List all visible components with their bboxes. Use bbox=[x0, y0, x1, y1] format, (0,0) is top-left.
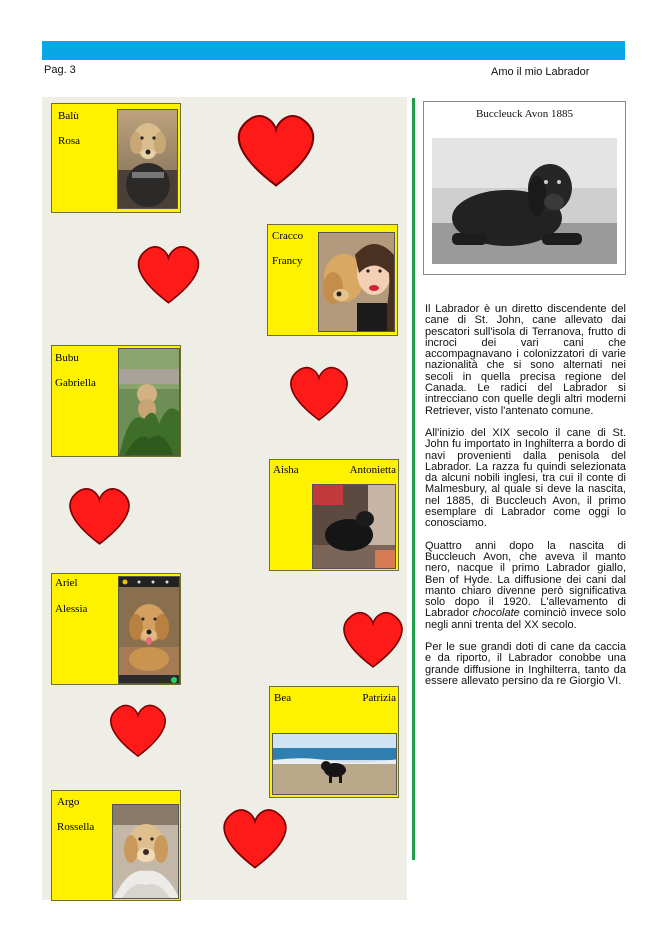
dog-name: Balù bbox=[58, 110, 79, 122]
dog-name: Cracco bbox=[272, 230, 304, 242]
page-number: Pag. 3 bbox=[44, 64, 76, 76]
heart-icon bbox=[108, 698, 168, 764]
owner-name: Alessia bbox=[55, 603, 88, 615]
heart-icon bbox=[132, 242, 205, 308]
dog-photo bbox=[112, 804, 179, 899]
owner-name: Gabriella bbox=[55, 377, 96, 389]
historic-photo-frame bbox=[423, 101, 626, 275]
dog-card-bea bbox=[269, 686, 399, 798]
heart-icon bbox=[235, 108, 317, 194]
dog-name: Bea bbox=[274, 692, 292, 704]
heart-icon bbox=[288, 363, 350, 425]
heart-icon bbox=[67, 480, 132, 553]
column-divider bbox=[412, 98, 415, 860]
owner-name: Rossella bbox=[57, 821, 95, 833]
dog-name: Ariel bbox=[55, 577, 78, 589]
article-text bbox=[425, 304, 626, 698]
dog-name: Argo bbox=[57, 796, 80, 808]
article-text-span: Quattro anni dopo la nascita di Buccleuch Avon, che aveva il manto nero, nacque il primo Labrador giallo, Ben of Hyde. La diffusione dei cani dal manto chiaro divenne però significativa solo dopo il 1920. L'allevamento di Labrador bbox=[425, 539, 626, 620]
dog-card-cracco bbox=[267, 224, 398, 336]
dog-card-bubu bbox=[51, 345, 181, 457]
article-paragraph: All'inizio del XIX secolo il cane di St. John fu importato in Inghilterra a bordo di navi provenienti dalla penisola del Labrador. La razza fu quindi selezionata da alcuni nobili inglesi, tra cui il conte di Malmesbury, al quale si deve la nascita, nel 1885, di Buccleuch Avon, il primo esemplare di Labrador come oggi lo conosciamo. bbox=[425, 426, 626, 530]
header-bar bbox=[42, 41, 625, 60]
dog-photo bbox=[312, 484, 396, 569]
dog-card-aisha bbox=[269, 459, 399, 571]
owner-name: Rosa bbox=[58, 135, 80, 147]
historic-dog-photo bbox=[432, 138, 617, 264]
dog-photo bbox=[318, 232, 395, 332]
heart-icon bbox=[221, 800, 289, 878]
article-text-span: cominciò invece solo negli anni trenta del XX secolo. bbox=[425, 607, 626, 631]
dog-card-balu bbox=[51, 103, 181, 213]
dog-card-argo bbox=[51, 790, 181, 901]
article-paragraph: Per le sue grandi doti di cane da caccia e da riporto, il Labrador conobbe una grande diffusione in Inghilterra, tanto da essere allevato persino da re Giorgio VI. bbox=[425, 641, 626, 687]
historic-photo-caption: Buccleuck Avon 1885 bbox=[476, 108, 573, 120]
dog-photo bbox=[118, 576, 180, 684]
heart-icon bbox=[341, 604, 405, 676]
photo-collage bbox=[42, 97, 407, 900]
dog-photo bbox=[118, 348, 180, 456]
dog-name: Bubu bbox=[55, 352, 79, 364]
dog-name: Aisha bbox=[273, 464, 299, 476]
article-paragraph: Il Labrador è un diretto discendente del cane di St. John, cane allevato dai pescatori sull'isola di Terranova, frutto di incroci dei vari cani che accompagnavano i colonizzatori di varie nazionalità che si sono alternati nei secoli in quella precisa regione del Canada. Le radici del Labrador si intrecciano con quelle degli altri moderni Retriever, visto l'antenato comune. bbox=[425, 303, 626, 417]
owner-name: Patrizia bbox=[362, 692, 396, 704]
dog-photo bbox=[117, 109, 178, 209]
dog-photo bbox=[272, 733, 397, 795]
owner-name: Antonietta bbox=[349, 464, 396, 476]
dog-card-ariel bbox=[51, 573, 181, 685]
magazine-title: Amo il mio Labrador bbox=[491, 66, 590, 78]
owner-name: Francy bbox=[272, 255, 303, 267]
article-paragraph bbox=[425, 541, 626, 631]
article-emphasis: chocolate bbox=[472, 607, 520, 620]
